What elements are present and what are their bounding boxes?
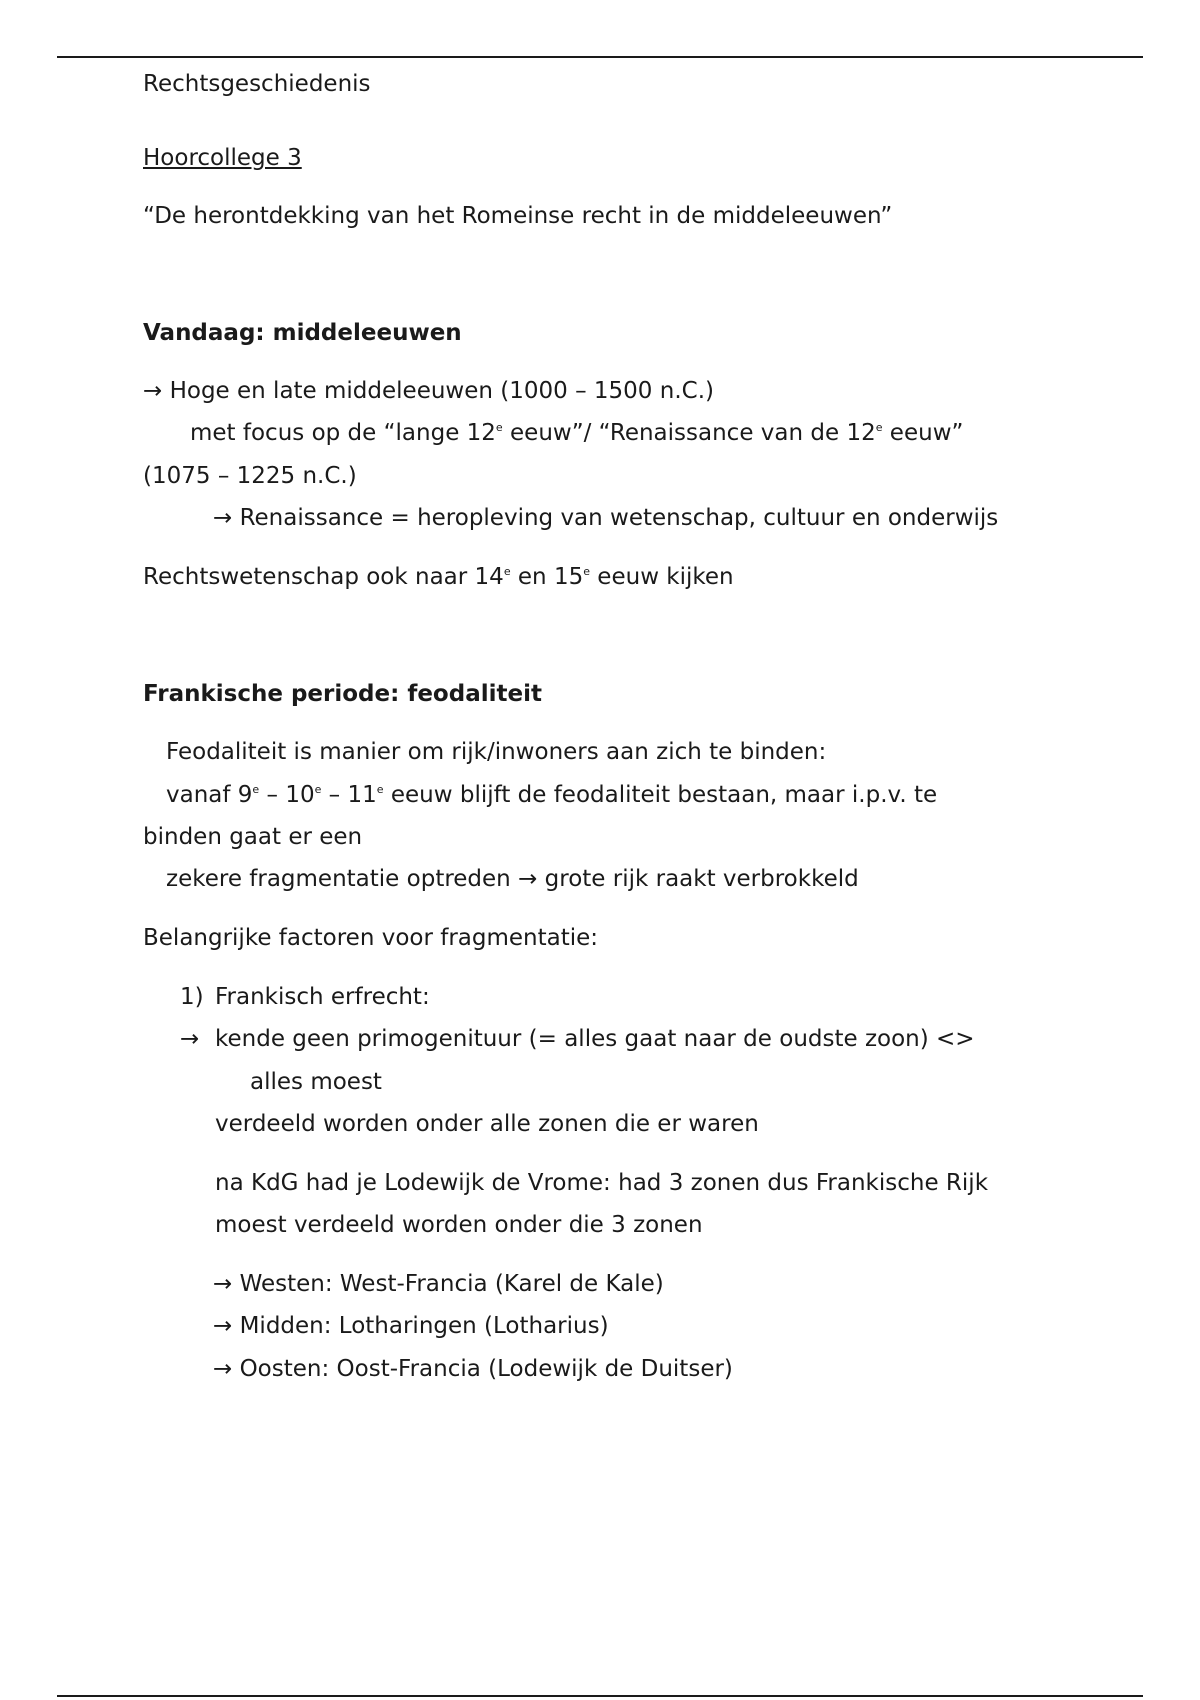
feodaliteit-line-4: zekere fragmentatie optreden → grote rijk raakt verbrokkeld	[166, 866, 859, 892]
lecture-title: Hoorcollege 3	[143, 145, 302, 171]
feodaliteit-line-1: Feodaliteit is manier om rijk/inwoners aan zich te binden:	[166, 739, 827, 765]
factors-intro: Belangrijke factoren voor fragmentatie:	[143, 925, 599, 951]
period-line: → Hoge en late middeleeuwen (1000 – 1500 n.C.)	[143, 378, 714, 404]
arrow-icon: →	[180, 1026, 200, 1052]
law-science-line: Rechtswetenschap ook naar 14e en 15e eeuw kijken	[143, 564, 734, 590]
lecture-subtitle: “De herontdekking van het Romeinse recht in de middeleeuwen”	[143, 203, 893, 229]
course-title: Rechtsgeschiedenis	[143, 71, 371, 97]
division-west: → Westen: West-Francia (Karel de Kale)	[213, 1271, 664, 1297]
erfrecht-line-1: kende geen primogenituur (= alles gaat naar de oudste zoon) <>	[215, 1026, 975, 1052]
section-heading-vandaag: Vandaag: middeleeuwen	[143, 320, 462, 346]
division-oosten: → Oosten: Oost-Francia (Lodewijk de Duitser)	[213, 1356, 733, 1382]
erfrecht-line-3: verdeeld worden onder alle zonen die er waren	[215, 1111, 759, 1137]
erfrecht-line-2: alles moest	[250, 1069, 382, 1095]
feodaliteit-line-3: binden gaat er een	[143, 824, 363, 850]
list-item-number: 1)	[180, 984, 204, 1010]
list-item-title: Frankisch erfrecht:	[215, 984, 430, 1010]
feodaliteit-line-2: vanaf 9e – 10e – 11e eeuw blijft de feodaliteit bestaan, maar i.p.v. te	[166, 782, 938, 808]
lodewijk-line-2: moest verdeeld worden onder die 3 zonen	[215, 1212, 703, 1238]
focus-line: met focus op de “lange 12e eeuw”/ “Renaissance van de 12e eeuw”	[190, 420, 964, 446]
division-midden: → Midden: Lotharingen (Lotharius)	[213, 1313, 609, 1339]
bottom-rule	[57, 1695, 1143, 1697]
renaissance-definition: → Renaissance = heropleving van wetenschap, cultuur en onderwijs	[213, 505, 999, 531]
section-heading-frankisch: Frankische periode: feodaliteit	[143, 681, 542, 707]
focus-dates: (1075 – 1225 n.C.)	[143, 463, 357, 489]
top-rule	[57, 56, 1143, 58]
lodewijk-line-1: na KdG had je Lodewijk de Vrome: had 3 zonen dus Frankische Rijk	[215, 1170, 989, 1196]
